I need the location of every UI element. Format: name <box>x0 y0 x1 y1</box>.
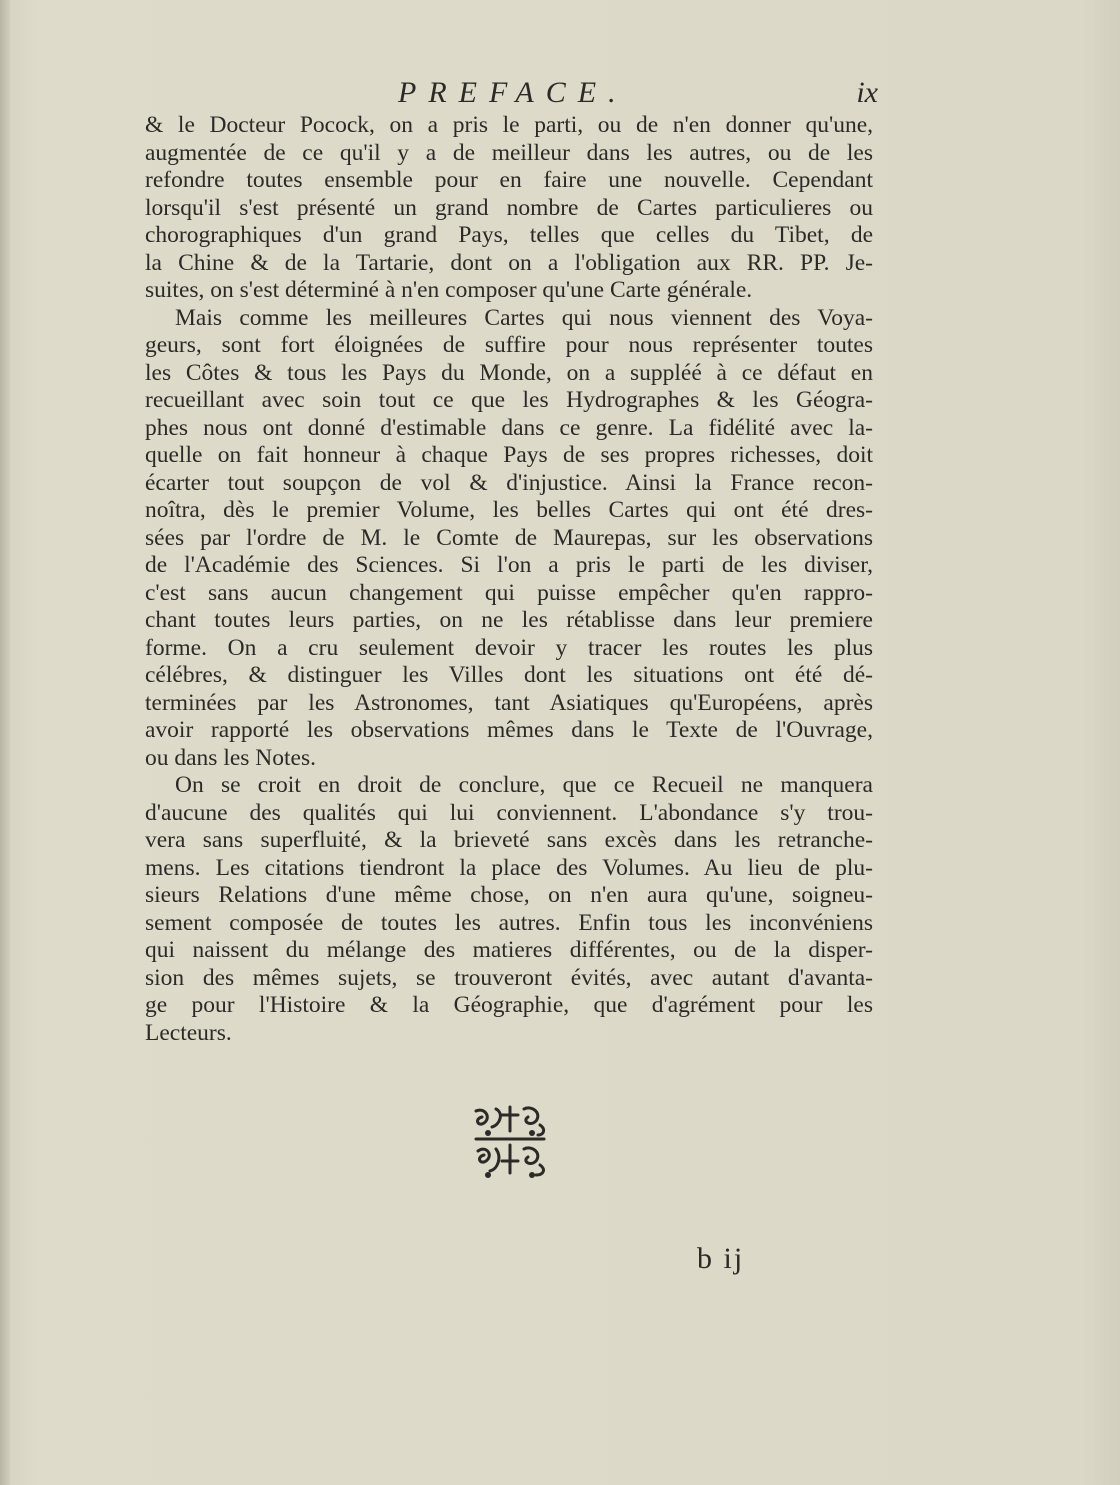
text-line: chant toutes leurs parties, on ne les rétablisse dans leur premiere <box>145 607 873 633</box>
text-line: phes nous ont donné d'estimable dans ce genre. La fidélité avec la- <box>145 414 873 441</box>
signature-mark: b ij <box>697 1242 745 1275</box>
text-line: vera sans superfluité, & la brieveté sans excès dans les retranche- <box>145 827 873 853</box>
text-line: terminées par les Astronomes, tant Asiatiques qu'Européens, après <box>145 689 873 716</box>
text-line: sées par l'ordre de M. le Comte de Maurepas, sur les observations <box>145 524 873 551</box>
text-line: avoir rapporté les observations mêmes dans le Texte de l'Ouvrage, <box>145 717 873 743</box>
text-line: la Chine & de la Tartarie, dont on a l'obligation aux RR. PP. Je- <box>145 249 873 276</box>
text-line: célébres, & distinguer les Villes dont les situations ont été dé- <box>145 662 873 688</box>
text-line: sement composée de toutes les autres. Enfin tous les inconvéniens <box>145 909 873 936</box>
running-title: PREFACE. <box>398 76 628 109</box>
text-line: suites, on s'est déterminé à n'en composer qu'une Carte générale. <box>145 277 753 303</box>
body-text <box>145 112 873 1047</box>
text-line: refondre toutes ensemble pour en faire une nouvelle. Cependant <box>145 167 873 193</box>
text-line: ge pour l'Histoire & la Géographie, que d'agrément pour les <box>145 992 873 1018</box>
text-line: ou dans les Notes. <box>145 744 317 771</box>
text-line: recueillant avec soin tout ce que les Hydrographes & les Géogra- <box>145 387 873 413</box>
text-line: augmentée de ce qu'il y a de meilleur dans les autres, ou de les <box>145 139 873 166</box>
text-line: mens. Les citations tiendront la place des Volumes. Au lieu de plu- <box>145 854 873 881</box>
page-gutter-shadow <box>0 0 10 1485</box>
text-line: noîtra, dès le premier Volume, les belles Cartes qui ont été dres- <box>145 497 873 523</box>
page-header <box>398 76 878 116</box>
text-line: écarter tout soupçon de vol & d'injustice. Ainsi la France recon- <box>145 469 873 496</box>
text-line: qui naissent du mélange des matieres différentes, ou de la disper- <box>145 937 873 963</box>
fleuron-ornament-icon <box>470 1103 550 1179</box>
text-line: & le Docteur Pocock, on a pris le parti, ou de n'en donner qu'une, <box>145 112 873 138</box>
text-line: les Côtes & tous les Pays du Monde, on a suppléé à ce défaut en <box>145 359 873 386</box>
text-line: c'est sans aucun changement qui puisse empêcher qu'en rappro- <box>145 579 873 606</box>
paragraph-first-line: Mais comme les meilleures Cartes qui nous viennent des Voya- <box>175 304 873 331</box>
text-line: forme. On a cru seulement devoir y tracer les routes les plus <box>145 634 873 661</box>
text-line: geurs, sont fort éloignées de suffire pour nous représenter toutes <box>145 332 873 358</box>
page-number: ix <box>856 76 878 109</box>
text-line: chorographiques d'un grand Pays, telles que celles du Tibet, de <box>145 222 873 248</box>
text-line: Lecteurs. <box>145 1019 232 1046</box>
text-line: de l'Académie des Sciences. Si l'on a pris le parti de les diviser, <box>145 552 873 578</box>
text-line: d'aucune des qualités qui lui conviennent. L'abondance s'y trou- <box>145 799 873 826</box>
paragraph-first-line: On se croit en droit de conclure, que ce Recueil ne manquera <box>175 772 873 798</box>
text-line: sieurs Relations d'une même chose, on n'en aura qu'une, soigneu- <box>145 882 873 908</box>
text-line: quelle on fait honneur à chaque Pays de ses propres richesses, doit <box>145 442 873 468</box>
text-line: sion des mêmes sujets, se trouveront évités, avec autant d'avanta- <box>145 964 873 991</box>
text-line: lorsqu'il s'est présenté un grand nombre de Cartes particulieres ou <box>145 194 873 221</box>
